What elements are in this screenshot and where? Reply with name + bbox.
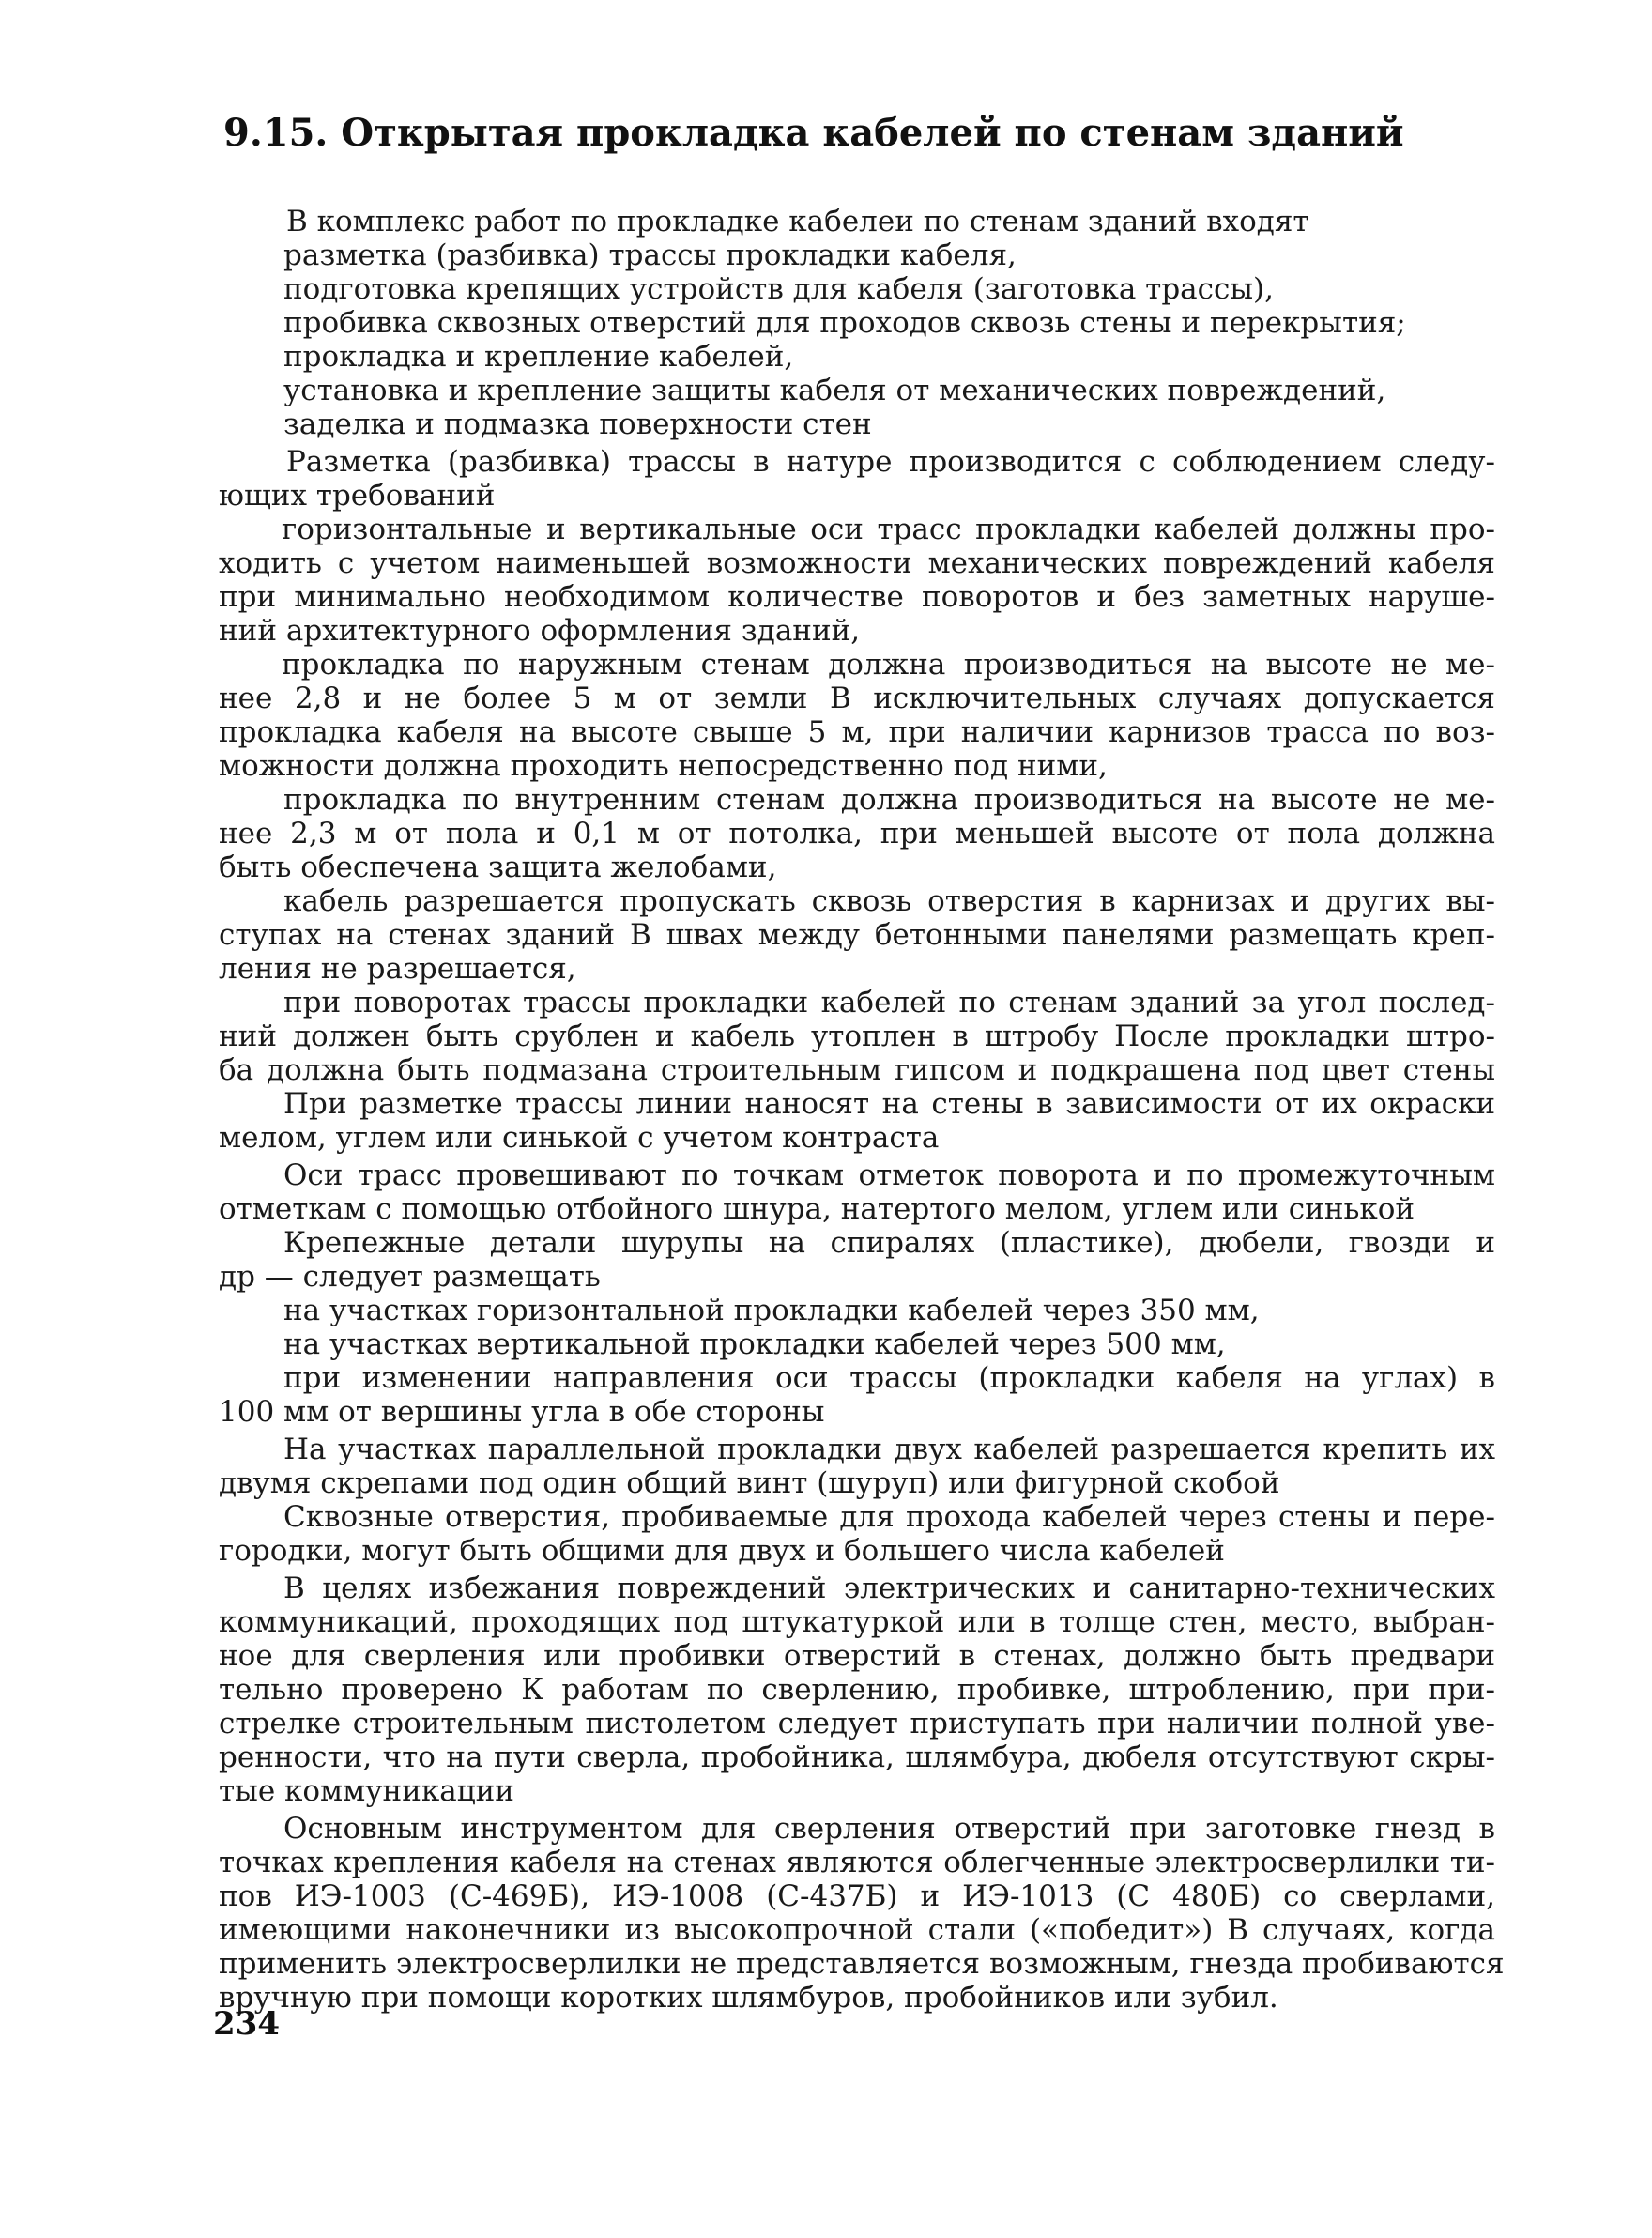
text-line: прокладка по наружным стенам должна производиться на высоте не ме-	[282, 648, 1495, 682]
text-line: 100 мм от вершины угла в обе стороны	[219, 1395, 825, 1429]
text-line: можности должна проходить непосредственно под ними,	[219, 749, 1108, 783]
text-line: горизонтальные и вертикальные оси трасс прокладки кабелей должны про-	[282, 513, 1495, 546]
text-line: др — следует размещать	[219, 1260, 601, 1294]
text-line: установка и крепление защиты кабеля от механических повреждений,	[283, 374, 1386, 407]
text-line: Сквозные отверстия, пробиваемые для прохода кабелей через стены и пере-	[283, 1500, 1495, 1534]
text-line: прокладка кабеля на высоте свыше 5 м, при наличии карнизов трасса по воз-	[219, 715, 1495, 749]
text-line: ний должен быть срублен и кабель утоплен в штробу После прокладки штро-	[219, 1019, 1495, 1053]
text-line: применить электросверлилки не представляется возможным, гнезда пробиваются	[219, 1947, 1505, 1981]
text-line: Оси трасс провешивают по точкам отметок поворота и по промежуточным	[283, 1158, 1495, 1192]
text-line: При разметке трассы линии наносят на стены в зависимости от их окраски	[283, 1087, 1495, 1121]
text-line: ступах на стенах зданий В швах между бетонными панелями размещать креп-	[219, 918, 1495, 952]
text-line: городки, могут быть общими для двух и большего числа кабелей	[219, 1534, 1225, 1568]
text-line: двумя скрепами под один общий винт (шуруп) или фигурной скобой	[219, 1466, 1280, 1500]
text-line: вручную при помощи коротких шлямбуров, пробойников или зубил.	[219, 1981, 1278, 2015]
text-line: прокладка и крепление кабелей,	[283, 340, 794, 374]
text-line: ющих требований	[219, 479, 496, 513]
text-line: на участках вертикальной прокладки кабелей через 500 мм,	[283, 1327, 1226, 1361]
text-line: пов ИЭ-1003 (С-469Б), ИЭ-1008 (С-437Б) и ИЭ-1013 (С 480Б) со сверлами,	[219, 1879, 1495, 1913]
text-line: стрелке строительным пистолетом следует приступать при наличии полной уве-	[219, 1707, 1495, 1740]
text-line: коммуникаций, проходящих под штукатуркой или в толще стен, место, выбран-	[219, 1605, 1495, 1639]
page-number: 234	[213, 2005, 280, 2043]
text-line: ходить с учетом наименьшей возможности механических повреждений кабеля	[219, 546, 1495, 580]
text-line: нее 2,8 и не более 5 м от земли В исключительных случаях допускается	[219, 682, 1495, 715]
text-line: прокладка по внутренним стенам должна производиться на высоте не ме-	[283, 783, 1495, 817]
text-line: ренности, что на пути сверла, пробойника, шлямбура, дюбеля отсутствуют скры-	[219, 1740, 1495, 1774]
text-line: Основным инструментом для сверления отверстий при заготовке гнезд в	[283, 1812, 1495, 1846]
text-line: тые коммуникации	[219, 1774, 514, 1808]
text-line: Крепежные детали шурупы на спиралях (пластике), дюбели, гвозди и	[283, 1226, 1495, 1260]
text-line: нее 2,3 м от пола и 0,1 м от потолка, при меньшей высоте от пола должна	[219, 817, 1495, 851]
text-line: подготовка крепящих устройств для кабеля (заготовка трассы),	[283, 272, 1274, 306]
text-line: при изменении направления оси трассы (прокладки кабеля на углах) в	[283, 1361, 1495, 1395]
text-line: Разметка (разбивка) трассы в натуре производится с соблюдением следу-	[286, 445, 1495, 479]
section-heading: 9.15. Открытая прокладка кабелей по стенам зданий	[223, 111, 1404, 155]
text-line: кабель разрешается пропускать сквозь отверстия в карнизах и других вы-	[283, 884, 1495, 918]
text-line: тельно проверено К работам по сверлению, пробивке, штроблению, при при-	[219, 1673, 1495, 1707]
text-line: точках крепления кабеля на стенах являются облегченные электросверлилки ти-	[219, 1846, 1495, 1879]
text-line: На участках параллельной прокладки двух кабелей разрешается крепить их	[283, 1433, 1495, 1466]
text-line: В целях избежания повреждений электрических и санитарно-технических	[283, 1571, 1495, 1605]
text-line: ба должна быть подмазана строительным гипсом и подкрашена под цвет стены	[219, 1053, 1495, 1087]
text-line: разметка (разбивка) трассы прокладки кабеля,	[283, 238, 1017, 272]
text-line: В комплекс работ по прокладке кабелеи по стенам зданий входят	[286, 205, 1309, 238]
text-line: при поворотах трассы прокладки кабелей по стенам зданий за угол послед-	[283, 986, 1495, 1019]
text-line: на участках горизонтальной прокладки кабелей через 350 мм,	[283, 1294, 1260, 1327]
text-line: отметкам с помощью отбойного шнура, натертого мелом, углем или синькой	[219, 1192, 1415, 1226]
text-line: ное для сверления или пробивки отверстий в стенах, должно быть предвари	[219, 1639, 1495, 1673]
text-line: пробивка сквозных отверстий для проходов сквозь стены и перекрытия;	[283, 306, 1406, 340]
text-line: заделка и подмазка поверхности стен	[283, 407, 872, 441]
text-line: ний архитектурного оформления зданий,	[219, 614, 861, 648]
text-line: ления не разрешается,	[219, 952, 576, 986]
text-line: при минимально необходимом количестве поворотов и без заметных наруше-	[219, 580, 1495, 614]
text-line: быть обеспечена защита желобами,	[219, 851, 777, 884]
text-line: мелом, углем или синькой с учетом контраста	[219, 1121, 940, 1155]
text-line: имеющими наконечники из высокопрочной стали («победит») В случаях, когда	[219, 1913, 1495, 1947]
